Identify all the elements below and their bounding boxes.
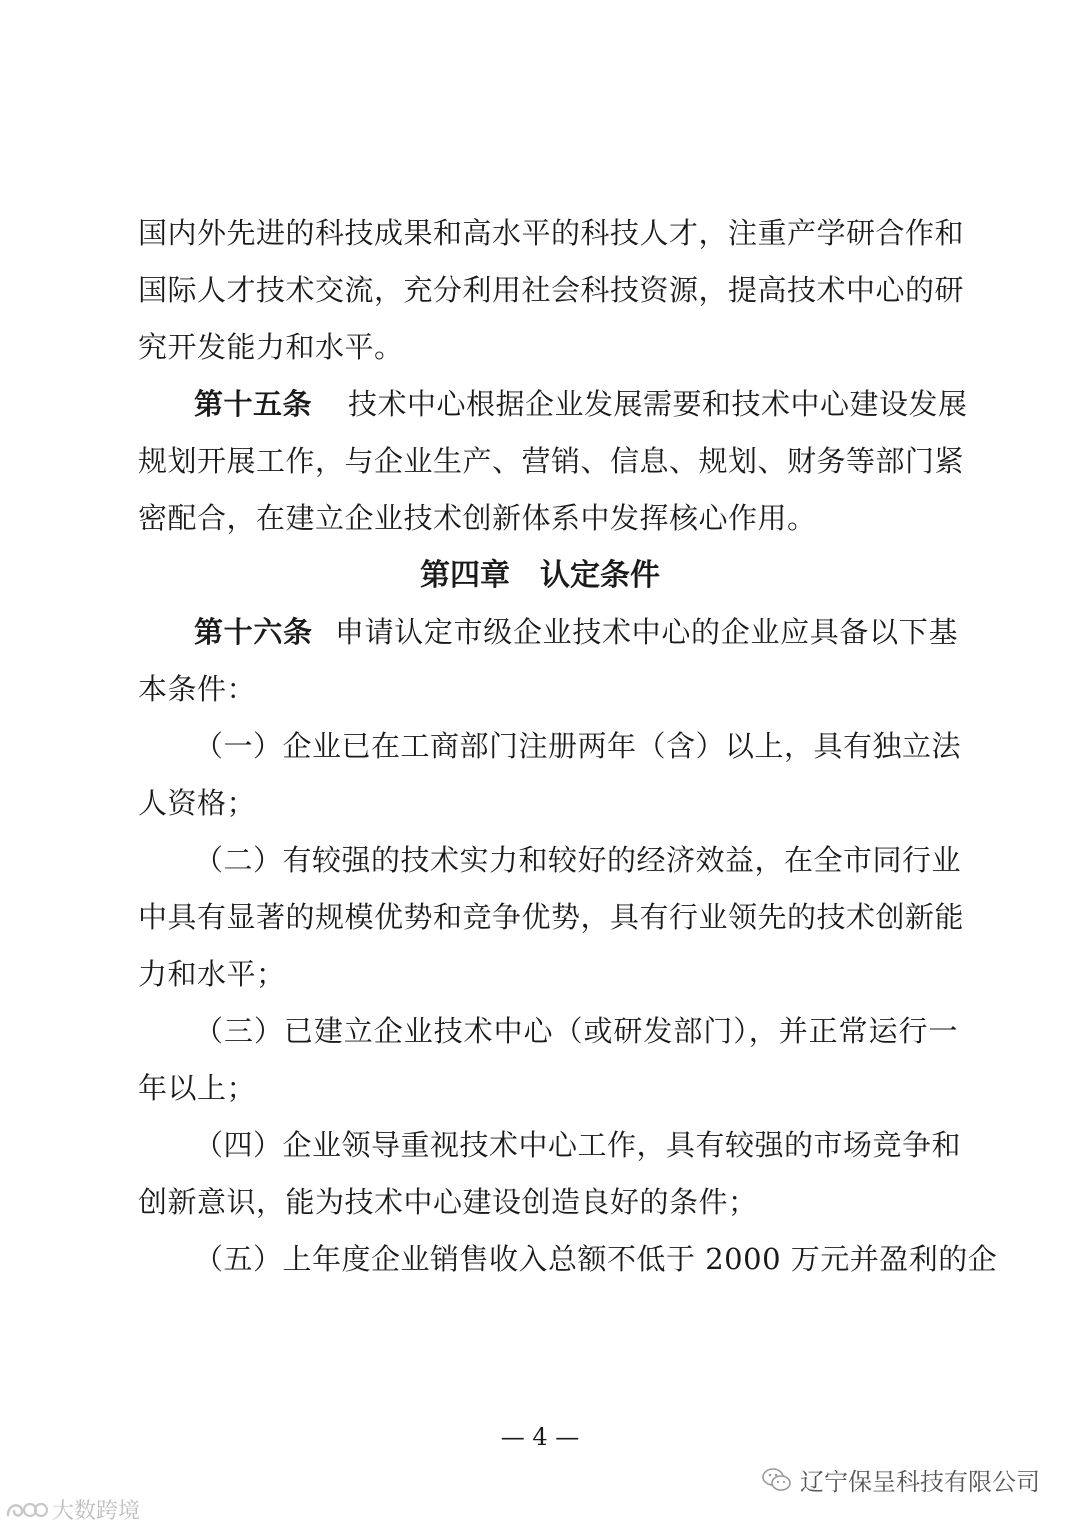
article-16-label: 第十六条 <box>194 615 313 649</box>
item-4-line: （四）企业领导重视技术中心工作，具有较强的市场竞争和 <box>194 1128 962 1162</box>
chapter-title: 认定条件 <box>540 558 660 593</box>
paragraph-line: 创新意识，能为技术中心建设创造良好的条件； <box>138 1185 758 1219</box>
item-5-line: （五）上年度企业销售收入总额不低于 2000 万元并盈利的企 <box>194 1242 998 1276</box>
wechat-icon <box>762 1467 792 1493</box>
article-15-label: 第十五条 <box>194 387 313 421</box>
brand-name: 大数跨境 <box>52 1499 141 1524</box>
wechat-watermark <box>762 1462 1040 1497</box>
item-1-line: （一）企业已在工商部门注册两年（含）以上，具有独立法 <box>194 729 962 763</box>
wechat-account-name: 辽宁保呈科技有限公司 <box>800 1468 1040 1496</box>
chapter-heading <box>0 556 1080 596</box>
article-16-line <box>194 612 958 652</box>
dashukuajing-logo-icon <box>4 1497 48 1523</box>
paragraph-line: 人资格； <box>138 786 257 820</box>
article-16-text: 申请认定市级企业技术中心的企业应具备以下基 <box>334 615 958 649</box>
paragraph-line: 究开发能力和水平。 <box>138 330 404 364</box>
article-15-text: 技术中心根据企业发展需要和技术中心建设发展 <box>348 387 968 421</box>
article-15-line <box>194 384 968 424</box>
item-2-line: （二）有较强的技术实力和较好的经济效益，在全市同行业 <box>194 843 962 877</box>
paragraph-line: 国际人才技术交流，充分利用社会科技资源，提高技术中心的研 <box>138 273 965 307</box>
paragraph-line: 密配合，在建立企业技术创新体系中发挥核心作用。 <box>138 501 817 535</box>
paragraph-line: 力和水平； <box>138 957 286 991</box>
brand-watermark <box>4 1494 140 1525</box>
item-3-line: （三）已建立企业技术中心（或研发部门），并正常运行一 <box>194 1014 958 1048</box>
paragraph-line: 中具有显著的规模优势和竞争优势，具有行业领先的技术创新能 <box>138 900 965 934</box>
paragraph-line: 国内外先进的科技成果和高水平的科技人才，注重产学研合作和 <box>138 216 965 250</box>
chapter-number: 第四章 <box>420 558 510 593</box>
paragraph-line: 年以上； <box>138 1071 257 1105</box>
paragraph-line: 本条件： <box>138 672 257 706</box>
paragraph-line: 规划开展工作，与企业生产、营销、信息、规划、财务等部门紧 <box>138 444 965 478</box>
page-number: — 4 — <box>500 1423 580 1451</box>
